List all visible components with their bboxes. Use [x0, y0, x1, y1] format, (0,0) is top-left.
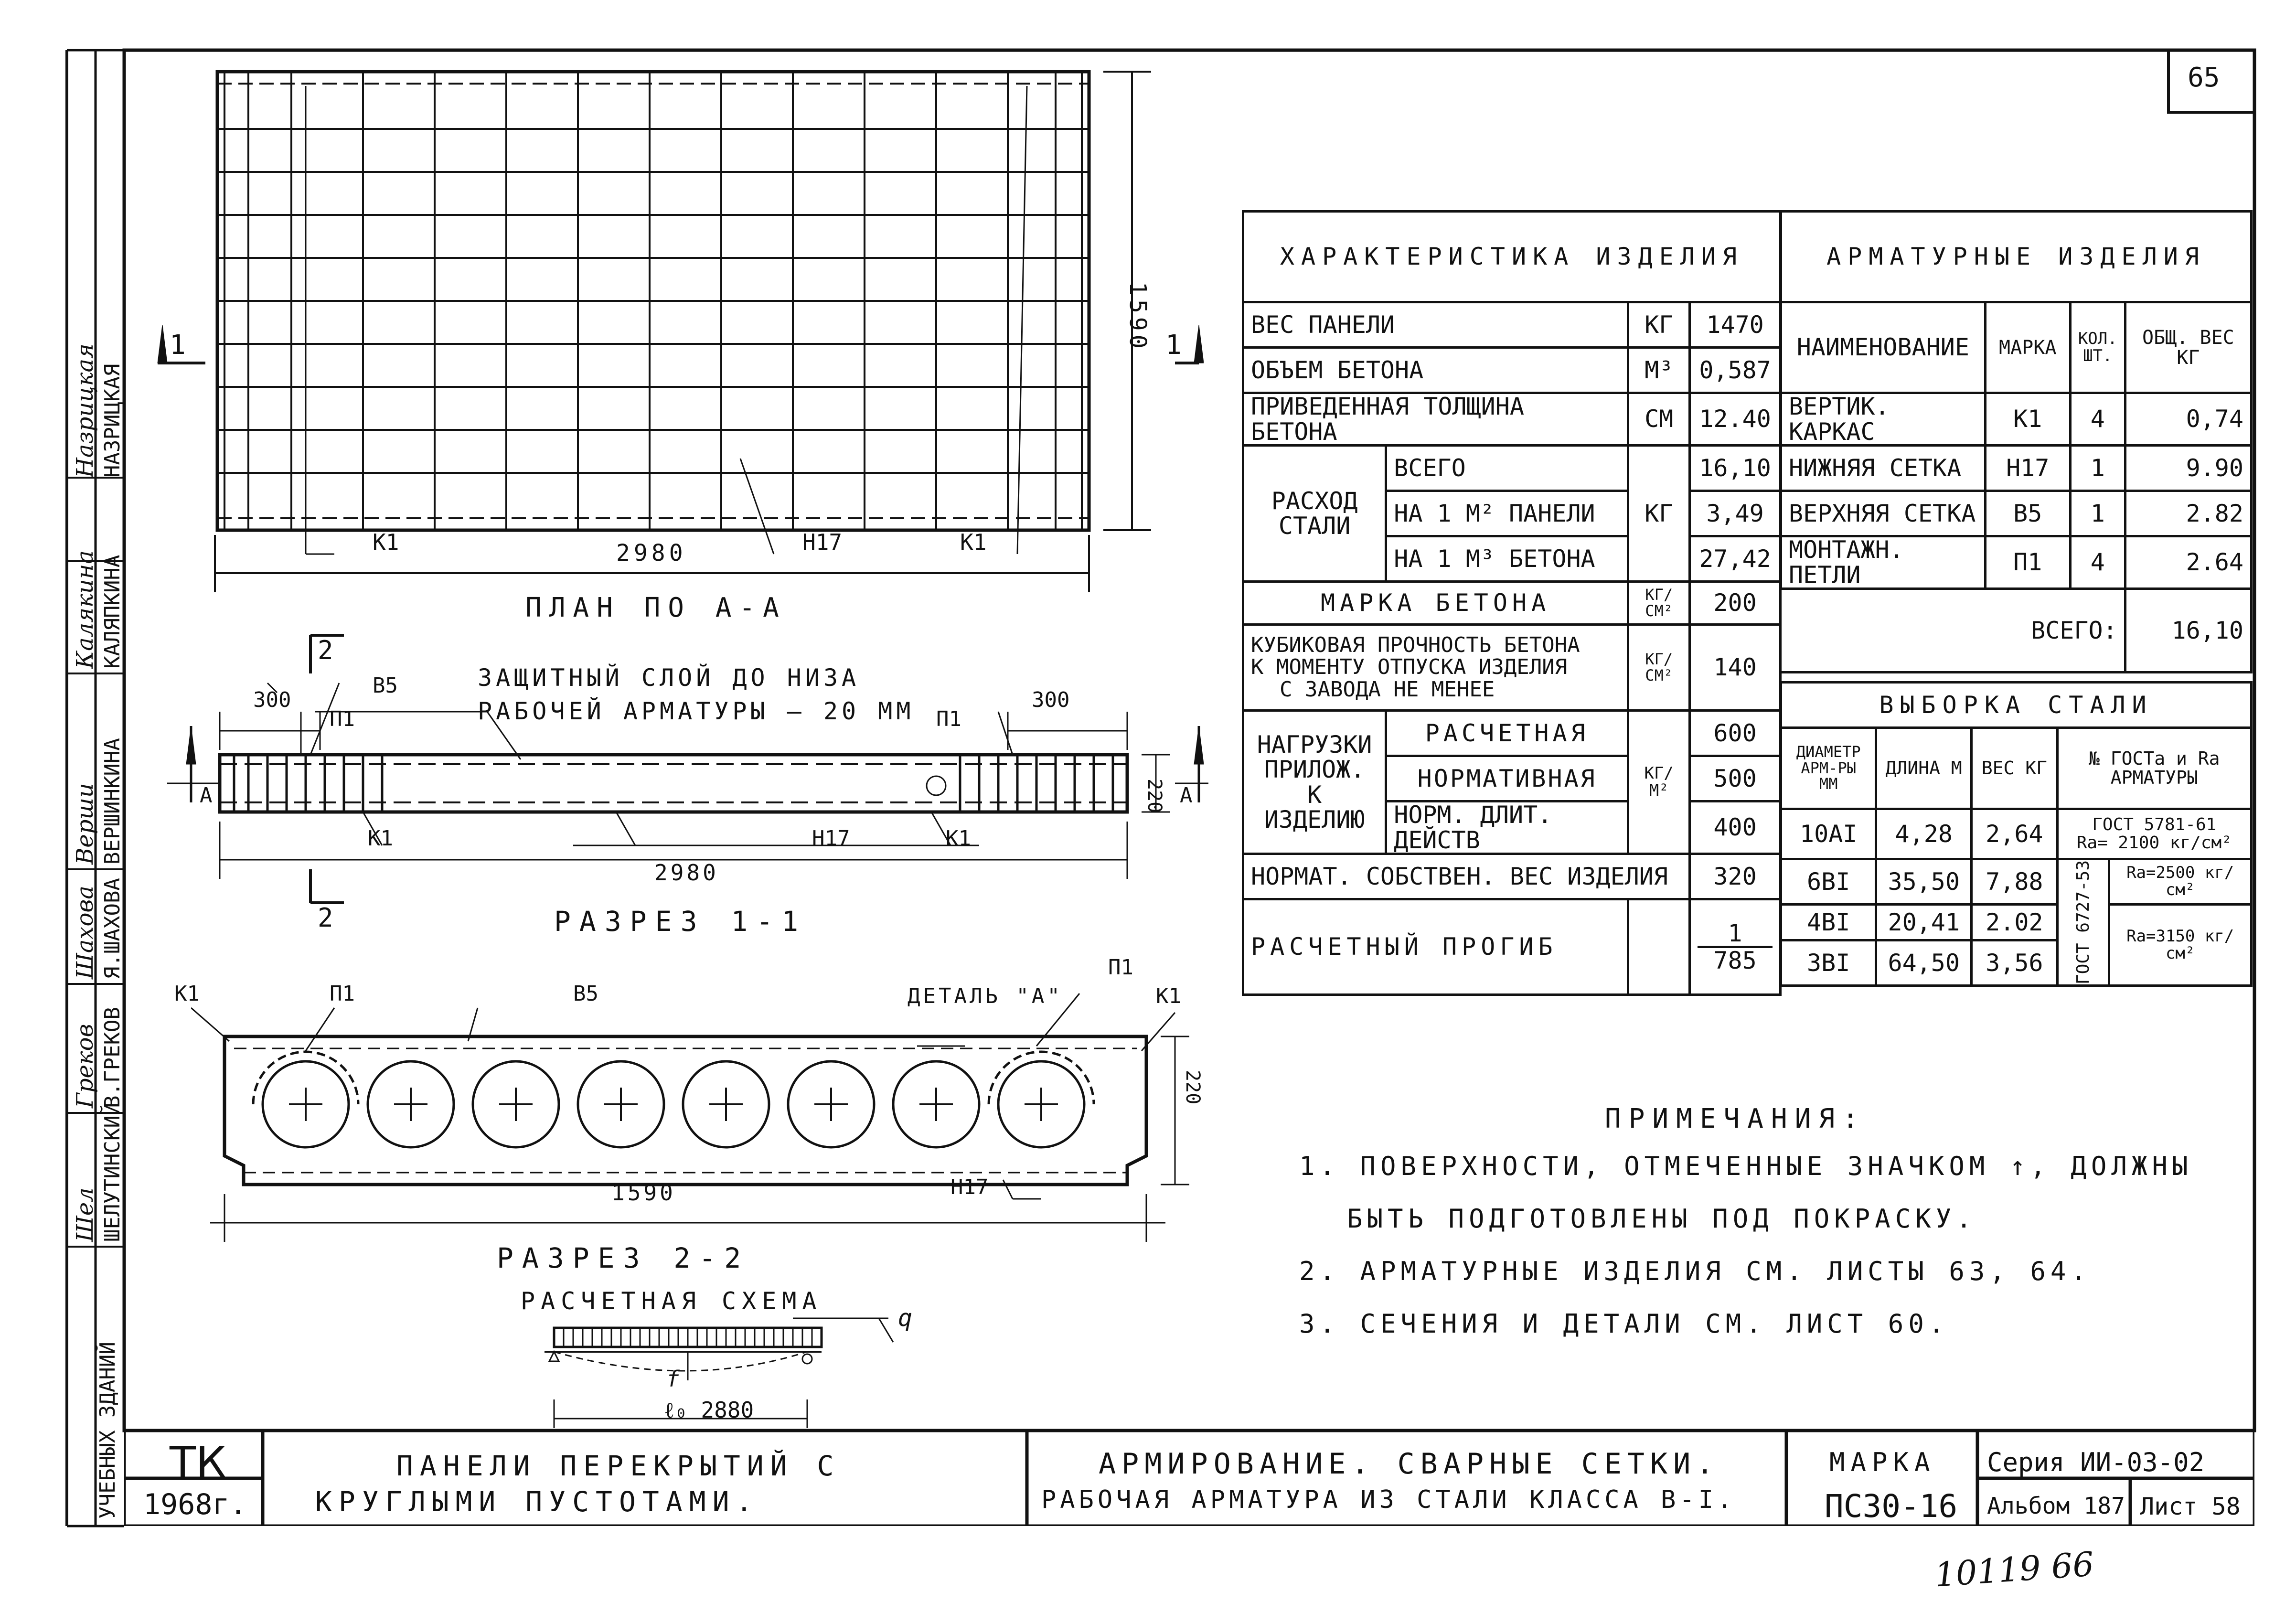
section2-mark-b5: В5 — [573, 982, 598, 1006]
steel-gost-1 — [2057, 809, 2251, 859]
reinf-total-label: ВСЕГО: — [1781, 589, 2125, 673]
steel-col-len: ДЛИНА М — [1876, 728, 1972, 809]
section1-note-line1: ЗАЩИТНЫЙ СЛОЙ ДО НИЗА — [478, 664, 860, 692]
note-1-cont: БЫТЬ ПОДГОТОВЛЕНЫ ПОД ПОКРАСКУ. — [1347, 1204, 1976, 1234]
char-steel-unit: КГ — [1628, 446, 1690, 582]
char-grade-label: МАРКА БЕТОНА — [1243, 582, 1628, 625]
reinf-row-3-mark: В5 — [1985, 491, 2070, 536]
reinf-row-4-weight: 2.64 — [2125, 536, 2251, 589]
char-volume-unit: М³ — [1628, 348, 1690, 393]
plan-drawing — [129, 57, 1204, 659]
section1-mark-k1-left: К1 — [368, 826, 393, 851]
section1-mark-b5: В5 — [373, 673, 398, 698]
char-thickness-value: 12.40 — [1690, 393, 1781, 446]
section2-mark-k1-left: К1 — [174, 982, 200, 1006]
section1-mark-h17: Н17 — [812, 826, 850, 851]
plan-section-mark-left: 1 — [170, 330, 186, 361]
char-steel-m3-label: НА 1 М³ БЕТОНА — [1386, 536, 1628, 582]
reinf-row-1-mark: К1 — [1985, 393, 2070, 446]
char-selfweight-label: НОРМАТ. СОБСТВЕН. ВЕС ИЗДЕЛИЯ — [1243, 854, 1690, 899]
title-mark: ПС30-16 — [1825, 1488, 1958, 1525]
strip-org: УЧЕБНЫХ ЗДАНИЙ — [96, 1342, 120, 1519]
steel-row-1-dia: 10АI — [1781, 809, 1876, 859]
char-strength-line1: КУБИКОВАЯ ПРОЧНОСТЬ БЕТОНА — [1251, 633, 1580, 658]
page-number: 65 — [2188, 62, 2220, 93]
characteristics-table — [1242, 210, 1782, 996]
title-org: ТК — [170, 1438, 226, 1488]
scheme-title: РАСЧЕТНАЯ СХЕМА — [521, 1287, 822, 1315]
char-loads-label: НАГРУЗКИ ПРИЛОЖ. К ИЗДЕЛИЮ — [1243, 711, 1386, 854]
plan-mark-h17: Н17 — [802, 529, 843, 555]
reinf-row-1-weight: 0,74 — [2125, 393, 2251, 446]
title-mark-label: МАРКА — [1829, 1447, 1936, 1477]
steel-ra-2b: Ra=3150 кг/см² — [2109, 905, 2252, 986]
char-grade-unit: КГ/СМ² — [1628, 582, 1690, 625]
plan-width-dim: 1590 — [1124, 282, 1151, 352]
note-3: 3. СЕЧЕНИЯ И ДЕТАЛИ СМ. ЛИСТ 60. — [1299, 1309, 1949, 1339]
char-steel-m2: 3,49 — [1690, 491, 1781, 536]
reinf-total: 16,10 — [2125, 589, 2251, 673]
section1-mark-top: 2 — [318, 635, 333, 665]
strip-name-1: НАЗРИЦКАЯ — [100, 363, 125, 478]
steel-row-3-len: 20,41 — [1876, 905, 1972, 940]
char-steel-m3: 27,42 — [1690, 536, 1781, 582]
section1-note-line2: РАБОЧЕЙ АРМАТУРЫ – 20 ММ — [478, 697, 915, 725]
reinf-row-3-qty: 1 — [2070, 491, 2125, 536]
reinforcement-header: АРМАТУРНЫЕ ИЗДЕЛИЯ — [1781, 212, 2252, 302]
section1-arrow-label-right: А — [1180, 783, 1193, 808]
section1-mark-p1-right: П1 — [936, 707, 961, 731]
char-grade-value: 200 — [1690, 582, 1781, 625]
title-name-line1: ПАНЕЛИ ПЕРЕКРЫТИЙ С — [396, 1450, 841, 1482]
section2-mark-detail-a: ДЕТАЛЬ "А" — [908, 984, 1063, 1008]
section1-mark-bottom: 2 — [318, 903, 333, 933]
char-steel-total-label: ВСЕГО — [1386, 446, 1628, 491]
steel-gost-2-num: ГОСТ 6727-53 — [2073, 860, 2093, 985]
steel-selection-table — [1780, 681, 2253, 987]
section2-mark-p1-right: П1 — [1108, 955, 1133, 980]
steel-row-4-len: 64,50 — [1876, 940, 1972, 986]
strip-sign-3: Верши — [72, 783, 98, 865]
steel-gost-1-ra: Ra= 2100 кг/см² — [2076, 833, 2232, 853]
archive-stamp: 10119 66 — [1933, 1544, 2095, 1595]
char-strength-line3: С ЗАВОДА НЕ МЕНЕЕ — [1280, 677, 1495, 702]
char-steel-label: РАСХОД СТАЛИ — [1243, 446, 1386, 582]
strip-name-4: Я.ШАХОВА — [100, 878, 125, 979]
plan-mark-k1-right: К1 — [960, 529, 987, 555]
title-year: 1968г. — [143, 1488, 247, 1521]
plan-title: ПЛАН ПО А-А — [525, 592, 787, 623]
reinf-col-mark: МАРКА — [1985, 302, 2070, 393]
steel-row-1-len: 4,28 — [1876, 809, 1972, 859]
char-deflection-label: РАСЧЕТНЫЙ ПРОГИБ — [1243, 899, 1628, 995]
steel-col-dia: ДИАМЕТР АРМ-РЫ ММ — [1781, 728, 1876, 809]
strip-name-3: ВЕРШИНКИНА — [100, 738, 125, 865]
section1-length-dim: 2980 — [654, 860, 719, 886]
reinf-row-2-name: НИЖНЯЯ СЕТКА — [1781, 446, 1986, 491]
reinf-row-3-name: ВЕРХНЯЯ СЕТКА — [1781, 491, 1986, 536]
char-loads-norm-label: НОРМАТИВНАЯ — [1386, 756, 1628, 801]
reinf-row-3-weight: 2.82 — [2125, 491, 2251, 536]
section1-title: РАЗРЕЗ 1-1 — [554, 905, 807, 938]
reinf-row-1-qty: 4 — [2070, 393, 2125, 446]
strip-sign-4: Шахова — [72, 886, 98, 979]
scheme-span-label: ℓ₀ 2880 — [664, 1397, 754, 1423]
char-strength-unit: КГ/СМ² — [1628, 625, 1690, 711]
section2-title: РАЗРЕЗ 2-2 — [497, 1242, 750, 1274]
steel-ra-2a: Ra=2500 кг/см² — [2109, 859, 2252, 905]
section1-dim-left: 300 — [253, 688, 291, 712]
plan-section-mark-right: 1 — [1165, 330, 1182, 361]
char-thickness-label: ПРИВЕДЕННАЯ ТОЛЩИНА БЕТОНА — [1243, 393, 1628, 446]
strip-name-5: В.ГРЕКОВ — [100, 1007, 125, 1108]
char-weight-unit: КГ — [1628, 302, 1690, 348]
section2-height-dim: 220 — [1182, 1070, 1204, 1105]
notes-title: ПРИМЕЧАНИЯ: — [1605, 1103, 1866, 1134]
char-weight-value: 1470 — [1690, 302, 1781, 348]
char-loads-calc: 600 — [1690, 711, 1781, 756]
char-loads-unit: КГ/М² — [1628, 711, 1690, 854]
steel-row-3-w: 2.02 — [1972, 905, 2058, 940]
title-desc-line1: АРМИРОВАНИЕ. СВАРНЫЕ СЕТКИ. — [1099, 1447, 1719, 1481]
plan-length-dim: 2980 — [616, 540, 687, 566]
strip-sign-5: Греков — [72, 1024, 98, 1108]
title-sheet: Лист 58 — [2140, 1493, 2241, 1520]
scheme-load-label: q — [898, 1304, 913, 1332]
steel-row-2-dia: 6ВI — [1781, 859, 1876, 905]
reinforcement-table — [1780, 210, 2253, 673]
title-desc-line2: РАБОЧАЯ АРМАТУРА ИЗ СТАЛИ КЛАССА В-I. — [1041, 1485, 1736, 1514]
char-steel-m2-label: НА 1 М² ПАНЕЛИ — [1386, 491, 1628, 536]
steel-header: ВЫБОРКА СТАЛИ — [1781, 683, 2252, 728]
reinf-row-4-qty: 4 — [2070, 536, 2125, 589]
char-weight-label: ВЕС ПАНЕЛИ — [1243, 302, 1628, 348]
section-2-drawing — [191, 974, 1218, 1242]
steel-col-gost: № ГОСТа и Ra АРМАТУРЫ — [2057, 728, 2251, 809]
reinf-col-weight: ОБЩ. ВЕС КГ — [2125, 302, 2251, 393]
char-strength-line2: К МОМЕНТУ ОТПУСКА ИЗДЕЛИЯ — [1251, 655, 1568, 680]
char-loads-long-label: НОРМ. ДЛИТ. ДЕЙСТВ — [1386, 801, 1628, 854]
section1-dim-right: 300 — [1032, 688, 1070, 712]
reinf-row-2-mark: Н17 — [1985, 446, 2070, 491]
section2-mark-p1-left: П1 — [330, 982, 355, 1006]
section1-mark-k1-right: К1 — [946, 826, 971, 851]
characteristics-header: ХАРАКТЕРИСТИКА ИЗДЕЛИЯ — [1243, 212, 1781, 302]
char-volume-label: ОБЪЕМ БЕТОНА — [1243, 348, 1628, 393]
strip-sign-1: Назрицкая — [72, 343, 98, 478]
steel-gost-1-num: ГОСТ 5781-61 — [2092, 815, 2217, 835]
steel-row-4-w: 3,56 — [1972, 940, 2058, 986]
char-selfweight-value: 320 — [1690, 854, 1781, 899]
char-loads-calc-label: РАСЧЕТНАЯ — [1386, 711, 1628, 756]
title-album: Альбом 187 — [1987, 1493, 2125, 1519]
steel-row-3-dia: 4ВI — [1781, 905, 1876, 940]
steel-gost-2 — [2057, 859, 2109, 986]
char-strength-value: 140 — [1690, 625, 1781, 711]
reinf-col-qty: КОЛ. ШТ. — [2070, 302, 2125, 393]
char-deflection-num: 1 — [1698, 921, 1773, 949]
steel-col-weight: ВЕС КГ — [1972, 728, 2058, 809]
reinf-row-4-mark: П1 — [1985, 536, 2070, 589]
steel-row-2-len: 35,50 — [1876, 859, 1972, 905]
strip-sign-6: Шел — [72, 1187, 98, 1242]
char-thickness-unit: СМ — [1628, 393, 1690, 446]
title-name-line2: КРУГЛЫМИ ПУСТОТАМИ. — [315, 1485, 759, 1518]
char-volume-value: 0,587 — [1690, 348, 1781, 393]
steel-row-2-w: 7,88 — [1972, 859, 2058, 905]
strip-name-2: КАЛЯПКИНА — [100, 555, 125, 669]
scheme-deflection-label: f — [666, 1366, 680, 1392]
char-strength-label — [1243, 625, 1628, 711]
reinf-row-4-name: МОНТАЖН. ПЕТЛИ — [1781, 536, 1986, 589]
char-loads-norm: 500 — [1690, 756, 1781, 801]
strip-sign-2: Калякина — [72, 550, 98, 669]
char-steel-total: 16,10 — [1690, 446, 1781, 491]
reinf-row-1-name: ВЕРТИК. КАРКАС — [1781, 393, 1986, 446]
reinf-row-2-qty: 1 — [2070, 446, 2125, 491]
steel-row-1-w: 2,64 — [1972, 809, 2058, 859]
char-loads-long: 400 — [1690, 801, 1781, 854]
plan-mark-k1-left: K1 — [373, 529, 399, 555]
char-deflection-value — [1690, 899, 1781, 995]
section2-width-dim: 1590 — [611, 1180, 676, 1206]
reinf-col-name: НАИМЕНОВАНИЕ — [1781, 302, 1986, 393]
section2-mark-k1-right: К1 — [1156, 984, 1181, 1008]
title-series: Серия ИИ-03-02 — [1987, 1447, 2205, 1477]
section1-height-dim: 220 — [1143, 779, 1165, 813]
steel-row-4-dia: 3ВI — [1781, 940, 1876, 986]
section1-mark-p1-left: П1 — [330, 707, 355, 731]
strip-name-6: ШЕЛУТИНСКИЙ — [100, 1102, 125, 1242]
note-2: 2. АРМАТУРНЫЕ ИЗДЕЛИЯ СМ. ЛИСТЫ 63, 64. — [1299, 1256, 2091, 1286]
section2-mark-h17: Н17 — [950, 1175, 989, 1199]
char-deflection-den: 785 — [1713, 947, 1757, 974]
note-1: 1. ПОВЕРХНОСТИ, ОТМЕЧЕННЫЕ ЗНАЧКОМ ↑, ДОЛЖНЫ — [1299, 1151, 2193, 1181]
reinf-row-2-weight: 9.90 — [2125, 446, 2251, 491]
section1-arrow-label-left: А — [200, 783, 213, 808]
